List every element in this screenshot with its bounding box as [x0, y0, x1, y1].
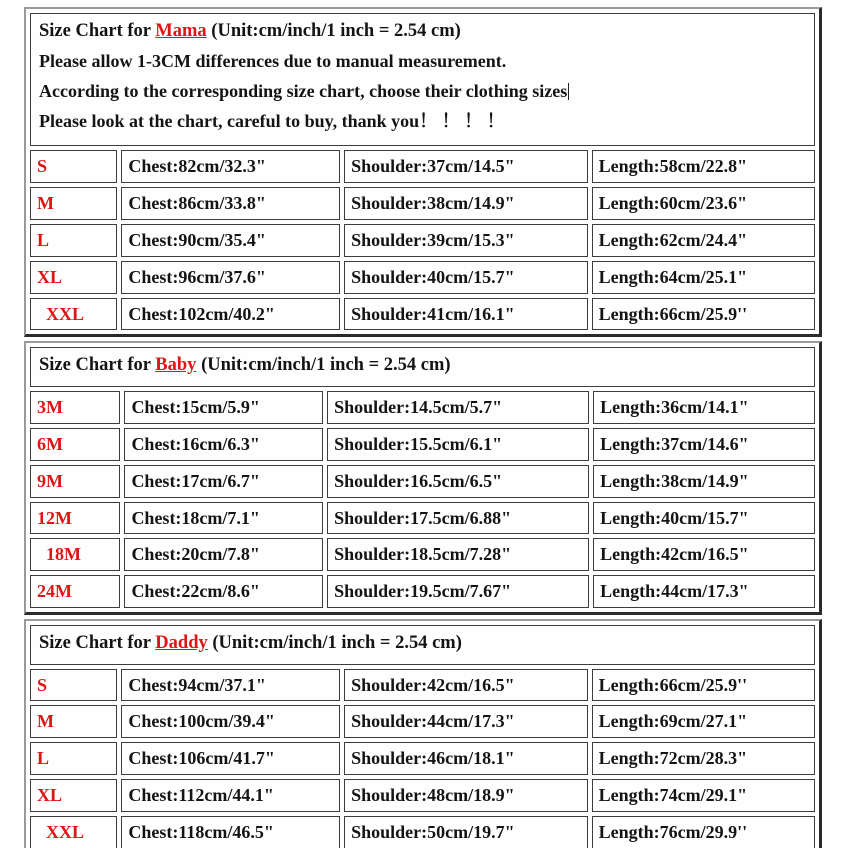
- note-line: [39, 51, 806, 72]
- chest-cell: Chest:96cm/37.6": [121, 261, 340, 294]
- size-cell: 6M: [30, 428, 120, 461]
- note-line: [39, 81, 806, 102]
- size-cell: 24M: [30, 575, 120, 608]
- size-cell: L: [30, 742, 117, 775]
- shoulder-cell: Shoulder:41cm/16.1": [344, 298, 587, 331]
- length-cell: Length:36cm/14.1": [593, 391, 815, 424]
- chest-cell: Chest:20cm/7.8": [124, 538, 323, 571]
- chart-title-cell: [30, 625, 815, 664]
- title-row: [30, 347, 815, 386]
- table-row: [30, 705, 815, 738]
- table-row: [30, 502, 815, 535]
- chart-title-prefix: Size Chart for: [39, 633, 156, 654]
- length-cell: Length:66cm/25.9'': [592, 669, 815, 702]
- size-chart-table-daddy: [24, 619, 822, 848]
- length-cell: Length:40cm/15.7": [593, 502, 815, 535]
- shoulder-cell: Shoulder:16.5cm/6.5": [327, 465, 589, 498]
- chest-cell: Chest:22cm/8.6": [124, 575, 323, 608]
- size-cell: M: [30, 705, 117, 738]
- chest-cell: Chest:102cm/40.2": [121, 298, 340, 331]
- text-cursor: [568, 83, 569, 100]
- length-cell: Length:72cm/28.3": [592, 742, 815, 775]
- size-cell: 12M: [30, 502, 120, 535]
- size-cell: M: [30, 187, 117, 220]
- shoulder-cell: Shoulder:39cm/15.3": [344, 224, 587, 257]
- note-line: [39, 111, 806, 132]
- shoulder-cell: Shoulder:48cm/18.9": [344, 779, 587, 812]
- chest-cell: Chest:100cm/39.4": [121, 705, 340, 738]
- title-row: [30, 13, 815, 146]
- size-cell: 3M: [30, 391, 120, 424]
- table-row: [30, 150, 815, 183]
- size-cell: 18M: [30, 538, 120, 571]
- chart-title-unit: (Unit:cm/inch/1 inch = 2.54 cm): [207, 633, 462, 654]
- table-row: [30, 298, 815, 331]
- table-row: [30, 575, 815, 608]
- size-cell: S: [30, 669, 117, 702]
- table-row: [30, 742, 815, 775]
- length-cell: Length:74cm/29.1": [592, 779, 815, 812]
- table-row: [30, 261, 815, 294]
- length-cell: Length:60cm/23.6": [592, 187, 815, 220]
- length-cell: Length:42cm/16.5": [593, 538, 815, 571]
- table-row: [30, 391, 815, 424]
- length-cell: Length:66cm/25.9'': [592, 298, 815, 331]
- chart-title-unit: (Unit:cm/inch/1 inch = 2.54 cm): [196, 355, 451, 376]
- table-row: [30, 187, 815, 220]
- chart-title-target: Baby: [155, 355, 197, 376]
- chart-title-cell: [30, 13, 815, 146]
- title-row: [30, 625, 815, 664]
- chest-cell: Chest:90cm/35.4": [121, 224, 340, 257]
- size-cell: XXL: [30, 298, 117, 331]
- table-row: [30, 465, 815, 498]
- chest-cell: Chest:106cm/41.7": [121, 742, 340, 775]
- table-row: [30, 224, 815, 257]
- chart-title-target: Mama: [155, 21, 207, 41]
- table-row: [30, 816, 815, 848]
- shoulder-cell: Shoulder:46cm/18.1": [344, 742, 587, 775]
- chest-cell: Chest:15cm/5.9": [124, 391, 323, 424]
- shoulder-cell: Shoulder:42cm/16.5": [344, 669, 587, 702]
- table-row: [30, 779, 815, 812]
- chest-cell: Chest:17cm/6.7": [124, 465, 323, 498]
- size-cell: XL: [30, 261, 117, 294]
- length-cell: Length:44cm/17.3": [593, 575, 815, 608]
- shoulder-cell: Shoulder:19.5cm/7.67": [327, 575, 589, 608]
- chest-cell: Chest:86cm/33.8": [121, 187, 340, 220]
- size-chart-table-baby: [24, 341, 822, 615]
- length-cell: Length:69cm/27.1": [592, 705, 815, 738]
- size-cell: S: [30, 150, 117, 183]
- chart-title-target: Daddy: [155, 633, 208, 654]
- size-chart-table-mama: [24, 7, 822, 337]
- length-cell: Length:62cm/24.4": [592, 224, 815, 257]
- chart-title-unit: (Unit:cm/inch/1 inch = 2.54 cm): [206, 21, 461, 41]
- table-row: [30, 669, 815, 702]
- size-cell: L: [30, 224, 117, 257]
- shoulder-cell: Shoulder:18.5cm/7.28": [327, 538, 589, 571]
- chart-title-prefix: Size Chart for: [39, 355, 156, 376]
- chart-title: [39, 633, 806, 654]
- shoulder-cell: Shoulder:37cm/14.5": [344, 150, 587, 183]
- size-cell: XL: [30, 779, 117, 812]
- chart-title-prefix: Size Chart for: [39, 21, 156, 41]
- length-cell: Length:38cm/14.9": [593, 465, 815, 498]
- shoulder-cell: Shoulder:50cm/19.7": [344, 816, 587, 848]
- shoulder-cell: Shoulder:44cm/17.3": [344, 705, 587, 738]
- chart-title: [39, 21, 806, 42]
- chest-cell: Chest:82cm/32.3": [121, 150, 340, 183]
- length-cell: Length:64cm/25.1": [592, 261, 815, 294]
- size-cell: 9M: [30, 465, 120, 498]
- shoulder-cell: Shoulder:38cm/14.9": [344, 187, 587, 220]
- note-text: Please allow 1-3CM differences due to manual measurement.: [39, 51, 507, 72]
- chest-cell: Chest:112cm/44.1": [121, 779, 340, 812]
- length-cell: Length:58cm/22.8": [592, 150, 815, 183]
- chest-cell: Chest:18cm/7.1": [124, 502, 323, 535]
- table-row: [30, 538, 815, 571]
- note-text: According to the corresponding size chart, choose their clothing sizes: [39, 81, 568, 102]
- length-cell: Length:76cm/29.9'': [592, 816, 815, 848]
- shoulder-cell: Shoulder:40cm/15.7": [344, 261, 587, 294]
- shoulder-cell: Shoulder:15.5cm/6.1": [327, 428, 589, 461]
- chest-cell: Chest:94cm/37.1": [121, 669, 340, 702]
- note-text: Please look at the chart, careful to buy, thank you！ ！ ！ ！: [39, 111, 505, 132]
- shoulder-cell: Shoulder:17.5cm/6.88": [327, 502, 589, 535]
- length-cell: Length:37cm/14.6": [593, 428, 815, 461]
- chest-cell: Chest:118cm/46.5": [121, 816, 340, 848]
- chart-title-cell: [30, 347, 815, 386]
- table-row: [30, 428, 815, 461]
- size-cell: XXL: [30, 816, 117, 848]
- chart-title: [39, 355, 806, 376]
- shoulder-cell: Shoulder:14.5cm/5.7": [327, 391, 589, 424]
- chest-cell: Chest:16cm/6.3": [124, 428, 323, 461]
